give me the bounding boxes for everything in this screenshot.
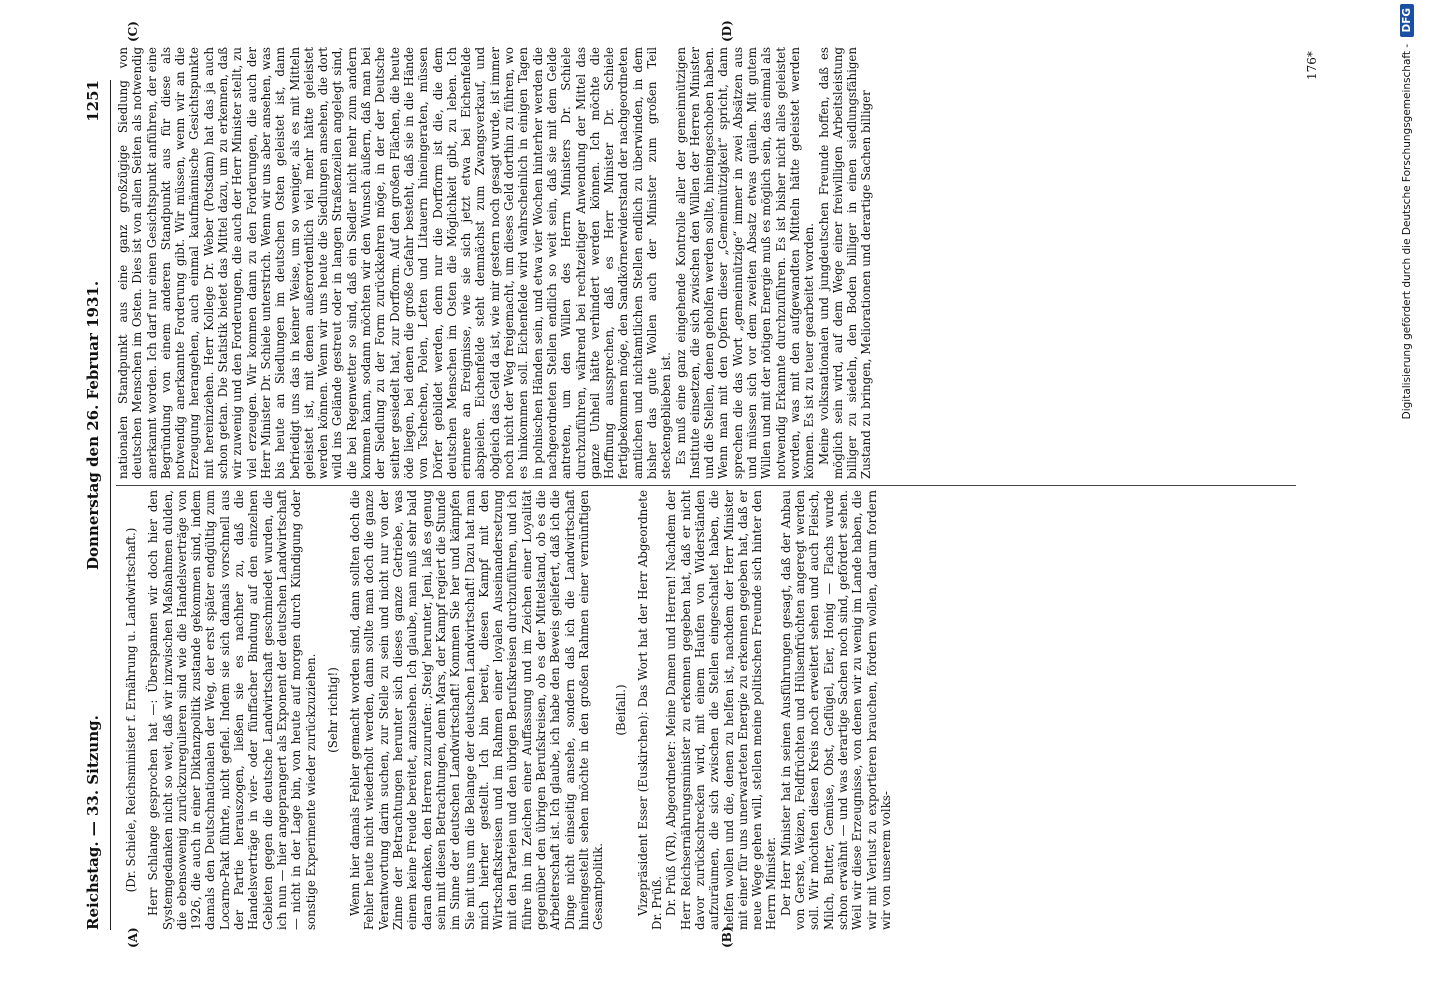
- left-column: [116, 490, 1306, 930]
- page-number: 1251: [84, 80, 102, 122]
- signature-mark: 176*: [1305, 51, 1319, 80]
- margin-marker-a: (A): [126, 927, 140, 948]
- digitization-stamp: [1400, 4, 1422, 994]
- header-date: Donnerstag den 26. Februar 1931.: [84, 280, 102, 570]
- dfg-logo: DFG: [1400, 4, 1414, 37]
- speaker-note: (Dr. Schiele, Reichsminister f. Ernährung u. Landwirtschaft.): [124, 527, 138, 893]
- paragraph: Herr Schlange gesprochen hat —: Überspannen wir doch hier den Systemgedanken nicht so weit, daß wir inzwischen Maßnahmen dulden, die ebensowenig zurückzuregulieren sind wie die Handelsverträge von 1926, die auch in einer Diktanzpolitik zustande gekommen sind, indem damals den Deutschnationalen der Weg, der erst später endgültig zum Locarno-Pakt führte, nicht gefiel. Indem sie sich damals vorschnell aus der Partie herauszogen, ließen sie es nachher zu, daß die Handelsverträge in vier- oder fünffacher Bindung auf den einzelnen Gebieten gegen die deutsche Landwirtschaft geschmiedet wurden, die ich nun — hier angeprangert als Exponent der deutschen Landwirtschaft — nicht in der Lage bin, von heute auf morgen durch Kündigung oder sonstige Experimente wieder zurückzuziehen.: [146, 490, 318, 930]
- interjection: (Sehr richtig!): [325, 667, 340, 753]
- column-divider: [116, 485, 1296, 486]
- paragraph: Vizepräsident Esser (Euskirchen): Das Wort hat der Herr Abgeordnete Dr. Prüß.: [635, 490, 665, 930]
- header-session: Reichstag. — 33. Sitzung.: [84, 715, 102, 930]
- paragraph: Der Herr Minister hat in seinen Ausführungen gesagt, daß der Anbau von Gerste, Weizen, Feldfrüchten und Hülsenfrüchten angeregt werden soll. Wir möchten diesen Kreis noch erweitert sehen und auch Fleisch, Milch, Butter, Gemüse, Obst, Geflügel, Eier, Honig — Flachs wurde schon erwähnt — und was derartige Sachen noch sind, gefördert sehen. Weil wir diese Erzeugnisse, von denen wir zu wenig im Lande haben, die wir mit Verlust zu exportieren brauchen, fördern wollen, darum fordern wir von unserem volks-: [778, 490, 893, 930]
- paragraph: Es muß eine ganz eingehende Kontrolle aller der gemeinnützigen Institute einsetzen, die sich zwischen den Willen der Herren Minister und die Stellen, denen geholfen werden sollte, hineingeschoben haben. Wenn man mit den Opfern dieser „Gemeinnützigkeit“ spricht, dann sprechen die das Wort „gemeinnützige“ immer in zwei Absätzen aus und müssen sich vor dem zweiten Absatz etwas quälen. Mit gutem Willen und mit der nötigen Energie muß es möglich sein, das einmal als notwendig Erkannte durchzuführen. Es ist bisher nicht alles geleistet worden, was mit den aufgewandten Mitteln hätte geleistet werden können. Es ist zu teuer gearbeitet worden.: [673, 47, 817, 479]
- paragraph: Wenn hier damals Fehler gemacht worden sind, dann sollten doch die Fehler heute nicht wiederholt werden, dann sollte man doch die ganze Verantwortung darin suchen, zur Stelle zu sein und nicht nur von der Zinne der Betrachtungen herunter sich dieses ganze Getriebe, was einem keine Freude bereitet, anzusehen. Ich glaube, man muß sehr bald daran denken, den Herren zuzurufen: ‚Steig' herunter, Jeni, laß es genug sein mit diesen Betrachtungen, denn Mars, der Kampf regiert die Stunde im Sinne der deutschen Landwirtschaft! Kommen Sie her und kämpfen Sie mit uns um die Belange der deutschen Landwirtschaft! Dazu hat man mich hierher gestellt. Ich bin bereit, diesen Kampf mit den Wirtschaftskreisen und im Rahmen einer loyalen Auseinandersetzung mit den Parteien und den übrigen Berufskreisen durchzuführen, und ich führe ihn im Zeichen einer Auffassung und im Zeichen einer Loyalität gegenüber den übrigen Berufskreisen, ob es der Mittelstand, ob es die Arbeiterschaft ist. Ich glaube, ich habe den Beweis geliefert, daß ich die Dinge nicht einseitig ansehe, sondern daß ich die Landwirtschaft hineingestellt sehen möchte in den großen Rahmen einer vernünftigen Gesamtpolitik.: [348, 490, 606, 930]
- paragraph: nationalen Standpunkt aus eine ganz großzügige Siedlung von deutschen Menschen im Osten. Dies ist von allen Seiten als notwendig anerkannt worden. Ich darf nur einen Gesichtspunkt anführen, der eine Begründung von einem anderen Standpunkt aus für diese als notwendig anerkannte Forderung gibt. Wir müssen, wenn wir an die Erzeugung herangehen, auch einmal kaufmännische Gesichtspunkte mit hereinziehen. Herr Kollege Dr. Weber (Potsdam) hat das ja auch schon getan. Die Statistik bietet das Mittel dazu, um zu erkennen, daß wir zuwenig und den Forderungen, die auch der Herr Minister stellt, zu viel erzeugen. Wir kommen dann zu den Forderungen, die auch der Herr Minister Dr. Schiele unterstrich. Wenn wir uns aber ansehen, was bis heute an Siedlungen im deutschen Osten geleistet ist, dann befriedigt uns das in keiner Weise, um so weniger, als es mit Mitteln geleistet ist, mit denen außerordentlich viel mehr hätte geleistet werden können. Wenn wir uns heute die Siedlungen ansehen, die dort wild ins Gelände gestreut oder in langen Straßenzeilen angelegt sind, die bei Regenwetter so sind, daß ein Siedler nicht mehr zum andern kommen kann, sodann möchten wir den Wunsch äußern, daß man bei der Siedlung zu der Form zurückkehren möge, in der der Deutsche seither gesiedelt hat, zur Dorfform. Auf den großen Flächen, die heute öde liegen, bei denen die große Gefahr besteht, daß sie in die Hände von Tschechen, Polen, Letten und Litauern hineingeraten, müssen Dörfer gebildet werden, denn nur die Dorfform ist die, die dem deutschen Menschen im Osten die Möglichkeit gibt, zu leben. Ich erinnere an Ereignisse, wie sie sich jetzt etwa bei Eichenfelde abspielen. Eichenfelde steht demnächst zum Zwangsverkauf, und obgleich das Geld da ist, wie mir gestern noch gesagt wurde, ist immer noch nicht der Weg freigemacht, um dieses Geld dorthin zu führen, wo es hinkommen soll. Eichenfelde wird wahrscheinlich in einigen Tagen in polnischen Händen sein, und etwa vier Wochen hinterher werden die nachgeordneten Stellen endlich so weit sein, daß sie mit dem Gelde antreten, um den Willen des Herrn Ministers Dr. Schiele durchzuführen, während bei rechtzeitiger Anwendung der Mittel das ganze Unheil hätte verhindert werden können. Ich möchte die Hoffnung aussprechen, daß es Herr Minister Dr. Schiele fertigbekommen möge, den Sandkörnerwiderstand der nachgeordneten amtlichen und nichtamtlichen Stellen endlich zu überwinden, in dem bisher das gute Wollen auch der Minister zum großen Teil steckengeblieben ist.: [116, 47, 674, 479]
- right-column: [116, 47, 1306, 479]
- page-header: [84, 80, 111, 930]
- paragraph: Meine volksnationalen und jungdeutschen Freunde hoffen, daß es möglich sein wird, auf dem Wege einer freiwilligen Arbeitsleistung billiger zu siedeln, den Boden billiger in einen siedlungsfähigen Zustand zu bringen, Meliorationen und derartige Sachen billiger: [816, 47, 874, 479]
- margin-marker-c: (C): [126, 21, 140, 42]
- paragraph: Dr. Prüß (VR), Abgeordneter: Meine Damen und Herren! Nachdem der Herr Reichsernährungsminister zu erkennen gegeben hat, daß er nicht davor zurückschrecken wird, mit einem Haufen von Widerständen aufzuräumen, die sich zwischen die Stellen eingeschaltet haben, die helfen wollen und die, denen zu helfen ist, nachdem der Herr Minister mit einer für uns unerwarteten Energie zu erkennen gegeben hat, daß er neue Wege gehen will, stellen meine politischen Freunde sich hinter den Herrn Minister.: [664, 490, 779, 930]
- margin-marker-b: (B): [720, 926, 734, 948]
- margin-marker-d: (D): [720, 20, 734, 42]
- stamp-text: Digitalisierung gefördert durch die Deutsche Forschungsgemeinschaft -: [1401, 43, 1413, 420]
- interjection: (Beifall.): [613, 684, 628, 736]
